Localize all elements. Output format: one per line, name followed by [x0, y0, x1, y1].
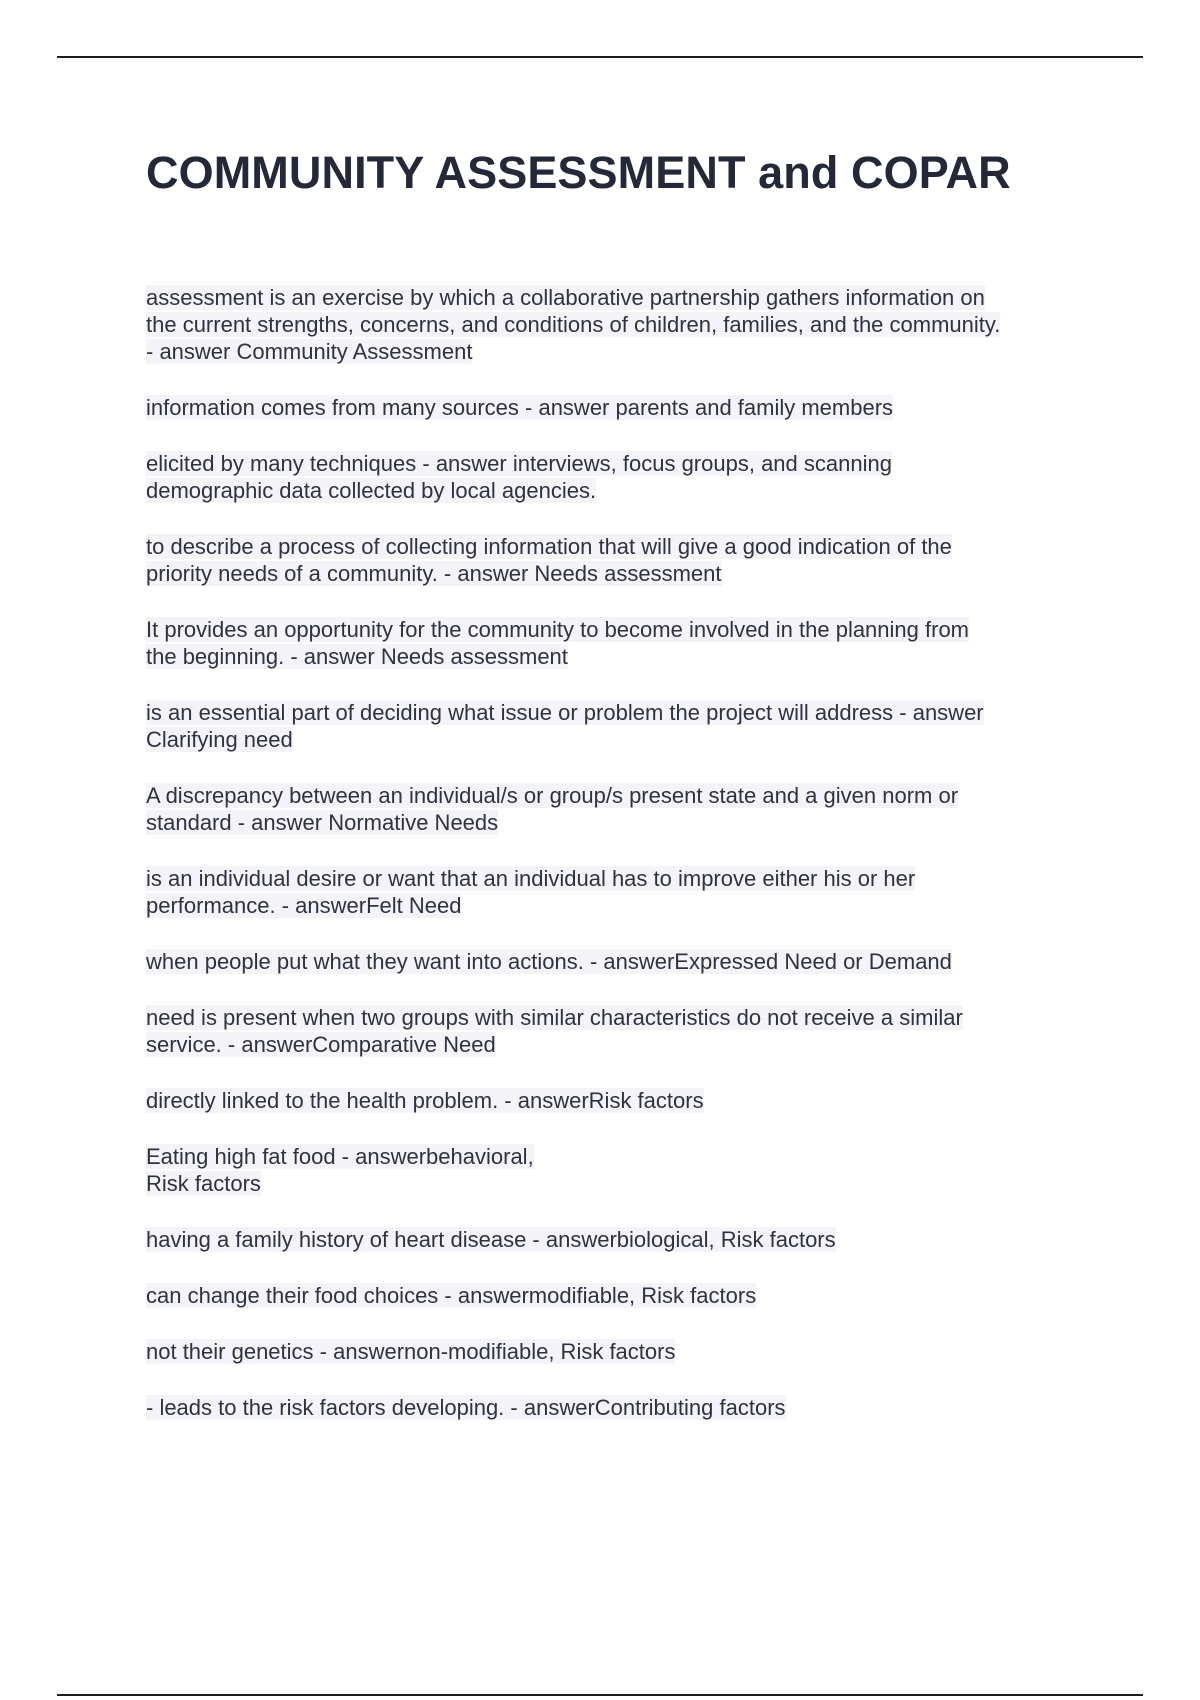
qa-entry	[146, 394, 1106, 421]
qa-entry	[146, 782, 1106, 836]
qa-entry-line: the beginning. - answer Needs assessment	[146, 644, 568, 669]
qa-entry-line: A discrepancy between an individual/s or group/s present state and a given norm or	[146, 783, 959, 808]
qa-entry-line: priority needs of a community. - answer Needs assessment	[146, 561, 722, 586]
qa-entry-line: the current strengths, concerns, and conditions of children, families, and the community.	[146, 312, 1001, 337]
qa-entry-line: is an essential part of deciding what issue or problem the project will address - answer	[146, 700, 984, 725]
qa-entry-line: standard - answer Normative Needs	[146, 810, 499, 835]
qa-entry-line: not their genetics - answernon-modifiable, Risk factors	[146, 1339, 676, 1364]
qa-entry-line: It provides an opportunity for the community to become involved in the planning from	[146, 617, 970, 642]
top-rule	[57, 56, 1143, 58]
qa-entry	[146, 948, 1106, 975]
qa-entry	[146, 1226, 1106, 1253]
qa-list	[146, 284, 1106, 1450]
qa-entry	[146, 1394, 1106, 1421]
qa-entry-line: - answer Community Assessment	[146, 339, 473, 364]
qa-entry	[146, 533, 1106, 587]
qa-entry-line: to describe a process of collecting information that will give a good indication of the	[146, 534, 952, 559]
qa-entry	[146, 1143, 1106, 1197]
qa-entry-line: Clarifying need	[146, 727, 293, 752]
qa-entry-line: can change their food choices - answermodifiable, Risk factors	[146, 1283, 757, 1308]
qa-entry-line: Eating high fat food - answerbehavioral,	[146, 1144, 534, 1169]
qa-entry-line: need is present when two groups with similar characteristics do not receive a similar	[146, 1005, 963, 1030]
qa-entry-line: when people put what they want into actions. - answerExpressed Need or Demand	[146, 949, 952, 974]
qa-entry-line: service. - answerComparative Need	[146, 1032, 496, 1057]
qa-entry-line: Risk factors	[146, 1171, 261, 1196]
qa-entry-line: directly linked to the health problem. - answerRisk factors	[146, 1088, 704, 1113]
qa-entry-line: elicited by many techniques - answer interviews, focus groups, and scanning	[146, 451, 892, 476]
qa-entry-line: information comes from many sources - answer parents and family members	[146, 395, 894, 420]
qa-entry	[146, 450, 1106, 504]
qa-entry-line: assessment is an exercise by which a collaborative partnership gathers information on	[146, 285, 985, 310]
qa-entry-line: is an individual desire or want that an individual has to improve either his or her	[146, 866, 916, 891]
page-title: COMMUNITY ASSESSMENT and COPAR	[146, 147, 1011, 198]
bottom-rule	[57, 1694, 1143, 1696]
qa-entry	[146, 616, 1106, 670]
qa-entry-line: demographic data collected by local agencies.	[146, 478, 597, 503]
qa-entry	[146, 699, 1106, 753]
qa-entry	[146, 1338, 1106, 1365]
qa-entry	[146, 1282, 1106, 1309]
qa-entry	[146, 284, 1106, 365]
qa-entry-line: - leads to the risk factors developing. - answerContributing factors	[146, 1395, 786, 1420]
qa-entry-line: having a family history of heart disease - answerbiological, Risk factors	[146, 1227, 836, 1252]
qa-entry	[146, 1087, 1106, 1114]
qa-entry-line: performance. - answerFelt Need	[146, 893, 462, 918]
qa-entry	[146, 1004, 1106, 1058]
qa-entry	[146, 865, 1106, 919]
